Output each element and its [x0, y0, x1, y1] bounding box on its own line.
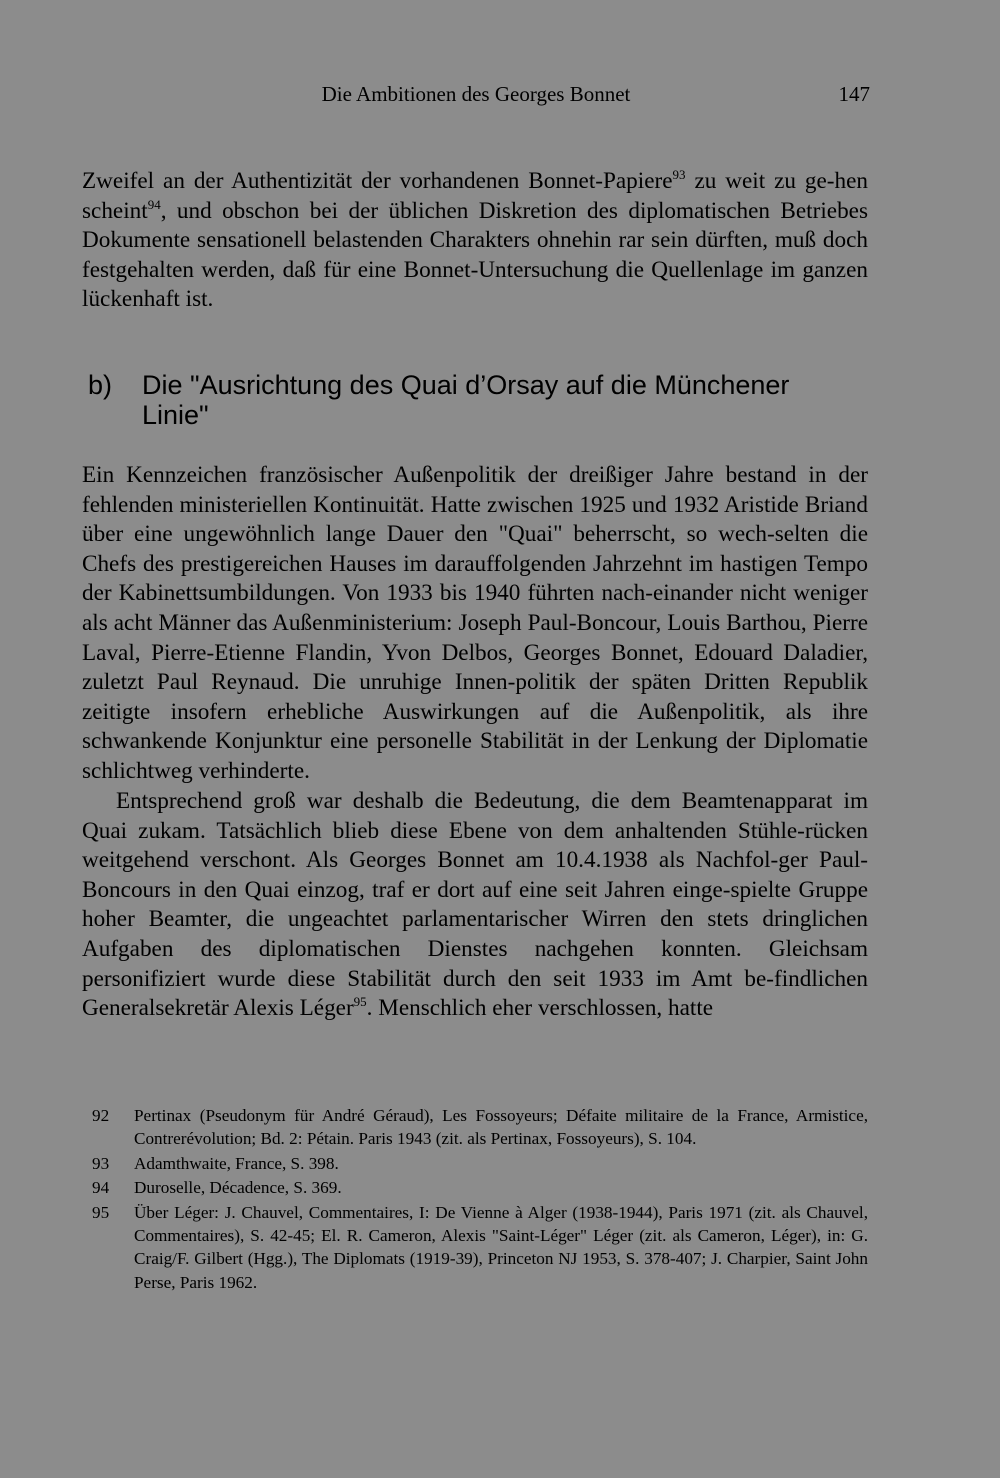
paragraph-2: Ein Kennzeichen französischer Außenpolitik der dreißiger Jahre bestand in der fehlenden ministeriellen Kontinuität. Hatte zwischen 1925 und 1932 Aristide Briand über eine ungewöhnlich lange Dauer den "Quai" beherrscht, so wech-selten die Chefs des prestigereichen Hauses im darauffolgenden Jahrzehnt im hastigen Tempo der Kabinettsumbildungen. Von 1933 bis 1940 führten nach-einander nicht weniger als acht Männer das Außenministerium: Joseph Paul-Boncour, Louis Barthou, Pierre Laval, Pierre-Etienne Flandin, Yvon Delbos, Georges Bonnet, Edouard Daladier, zuletzt Paul Reynaud. Die unruhige Innen-politik der späten Dritten Republik zeitigte insofern erhebliche Auswirkungen auf die Außenpolitik, als ihre schwankende Konjunktur eine personelle Stabilität in der Lenkung der Diplomatie schlichtweg verhinderte.	[82, 462, 868, 784]
footnote-text: Über Léger: J. Chauvel, Commentaires, I: De Vienne à Alger (1938-1944), Paris 1971 (zit. als Chauvel, Commentaires), S. 42-45; El. R. Cameron, Alexis "Saint-Léger" Léger (zit. als Cameron, Léger), in: G. Craig/F. Gilbert (Hgg.), The Diplomats (1919-39), Princeton NJ 1953, S. 378-407; J. Charpier, Saint John Perse, Paris 1962.	[134, 1202, 868, 1292]
footnote-93	[92, 1152, 868, 1175]
paragraph-1	[82, 167, 868, 315]
running-title: Die Ambitionen des Georges Bonnet	[321, 82, 631, 106]
footnote-text: Adamthwaite, France, S. 398.	[134, 1153, 339, 1173]
paragraph-1-text-b: zu weit zu ge-hen scheint	[82, 168, 868, 224]
footnote-94	[92, 1176, 868, 1199]
paragraph-3-text-b: . Menschlich eher verschlossen, hatte	[366, 995, 714, 1022]
section-label: b)	[88, 370, 113, 400]
footnote-ref-94[interactable]: 94	[147, 196, 161, 212]
page-number: 147	[838, 82, 870, 106]
footnotes	[92, 1104, 868, 1295]
footnote-95	[92, 1201, 868, 1295]
paragraph-1-text-a: Zweifel an der Authentizität der vorhandenen Bonnet-Papiere	[82, 168, 673, 194]
footnote-ref-93[interactable]: 93	[672, 167, 686, 182]
section-title: Die "Ausrichtung des Quai d’Orsay auf die Münchener Linie"	[142, 370, 790, 430]
footnote-number: 92	[92, 1106, 110, 1125]
footnote-number: 93	[92, 1153, 110, 1173]
footnote-92	[92, 1104, 868, 1151]
footnote-number: 94	[92, 1178, 110, 1198]
footnote-text: Duroselle, Décadence, S. 369.	[134, 1178, 342, 1198]
paragraph-3-text-a: Entsprechend groß war deshalb die Bedeutung, die dem Beamtenapparat im Quai zukam. Tatsächlich blieb diese Ebene von dem anhaltenden Stühle-rücken weitgehend verschont. Als Georges Bonnet am 10.4.1938 als Nachfol-ger Paul-Boncours in den Quai einzog, traf er dort auf eine seit Jahren einge-spielte Gruppe hoher Beamter, die ungeachtet parlamentarischer Wirren den stets dringlichen Aufgaben des diplomatischen Dienstes nachgehen konnten. Gleichsam personifiziert wurde diese Stabilität durch den seit 1933 im Amt be-findlichen Generalsekretär Alexis Léger	[82, 788, 868, 1022]
paragraph-1-text-c: , und obschon bei der üblichen Diskretion des diplomatischen Betriebes Dokumente sensationell belastenden Charakters ohnehin rar sein dürften, muß doch festgehalten werden, daß für eine Bonnet-Untersuchung die Quellenlage im ganzen lückenhaft ist.	[82, 197, 868, 313]
running-head	[82, 82, 870, 110]
footnote-text: Pertinax (Pseudonym für André Géraud), Les Fossoyeurs; Défaite militaire de la France, Armistice, Contrerévolution; Bd. 2: Pétain. Paris 1943 (zit. als Pertinax, Fossoyeurs), S. 104.	[134, 1106, 868, 1149]
footnote-ref-95[interactable]: 95	[353, 994, 367, 1010]
paragraph-3	[82, 787, 868, 1024]
footnote-number: 95	[92, 1202, 110, 1222]
